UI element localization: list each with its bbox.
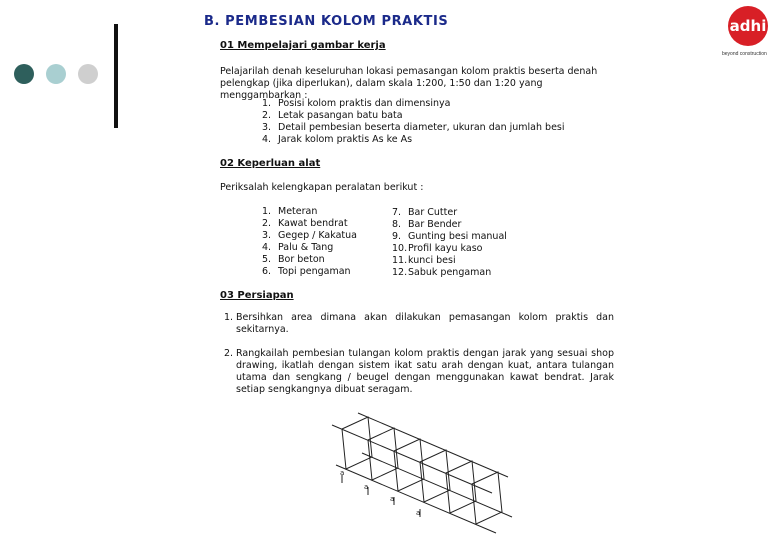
slide-title: B. PEMBESIAN KOLOM PRAKTIS <box>204 14 449 29</box>
decor-vertical-bar <box>114 24 118 128</box>
list-item: 4. Jarak kolom praktis As ke As <box>262 134 413 145</box>
list-item: 10.Profil kayu kaso <box>392 243 483 254</box>
tools-list-right <box>392 207 507 279</box>
list-item: 2. Kawat bendrat <box>262 218 348 229</box>
list-item: 1. Meteran <box>262 206 318 217</box>
prep-step-2: 2. Rangkailah pembesian tulangan kolom praktis dengan jarak yang sesuai shop drawing, ikatlah dengan sistem ikat satu arah dengan kuat, antara tulangan utama dan sengkang / beugel dengan menggunakan kawat bendrat. Jarak setiap sengkangnya dibuat seragam. <box>224 348 614 395</box>
section-2-heading: 02 Keperluan alat <box>220 158 321 169</box>
logo-tagline: beyond construction <box>722 51 767 57</box>
dim-label: a <box>390 495 395 503</box>
list-item: 3. Gegep / Kakatua <box>262 230 357 241</box>
section-2-intro: Periksalah kelengkapan peralatan berikut : <box>220 182 424 193</box>
section-1-list <box>262 98 565 146</box>
section-1-heading: 01 Mempelajari gambar kerja <box>220 40 386 51</box>
list-item: 4. Palu & Tang <box>262 242 334 253</box>
rebar-cage-illustration <box>312 405 522 535</box>
list-item: 11.kunci besi <box>392 255 456 266</box>
list-item: 2. Letak pasangan batu bata <box>262 110 403 121</box>
list-item: 3. Detail pembesian beserta diameter, ukuran dan jumlah besi <box>262 122 565 133</box>
dim-label: a <box>340 469 345 477</box>
list-item: 7. Bar Cutter <box>392 207 458 218</box>
tools-list-left <box>262 206 357 278</box>
list-item: 12.Sabuk pengaman <box>392 267 492 278</box>
section-1-intro: Pelajarilah denah keseluruhan lokasi pemasangan kolom praktis beserta denah pelengkap (jika diperlukan), dalam skala 1:200, 1:50 dan 1:20 yang menggambarkan : <box>220 66 598 101</box>
list-item: 8. Bar Bender <box>392 219 462 230</box>
dim-label: a <box>364 483 369 491</box>
prep-step-1: 1. Bersihkan area dimana akan dilakukan pemasangan kolom praktis dan sekitarnya. <box>224 312 614 335</box>
list-item: 5. Bor beton <box>262 254 325 265</box>
decor-dot-3 <box>78 64 98 84</box>
dim-label: a <box>416 509 421 517</box>
list-item: 9. Gunting besi manual <box>392 231 507 242</box>
list-item: 6. Topi pengaman <box>262 266 351 277</box>
logo-mark: adhi <box>728 6 768 46</box>
company-logo <box>722 6 774 66</box>
decor-dot-2 <box>46 64 66 84</box>
section-3-heading: 03 Persiapan <box>220 290 294 301</box>
decor-dot-1 <box>14 64 34 84</box>
list-item: 1. Posisi kolom praktis dan dimensinya <box>262 98 451 109</box>
